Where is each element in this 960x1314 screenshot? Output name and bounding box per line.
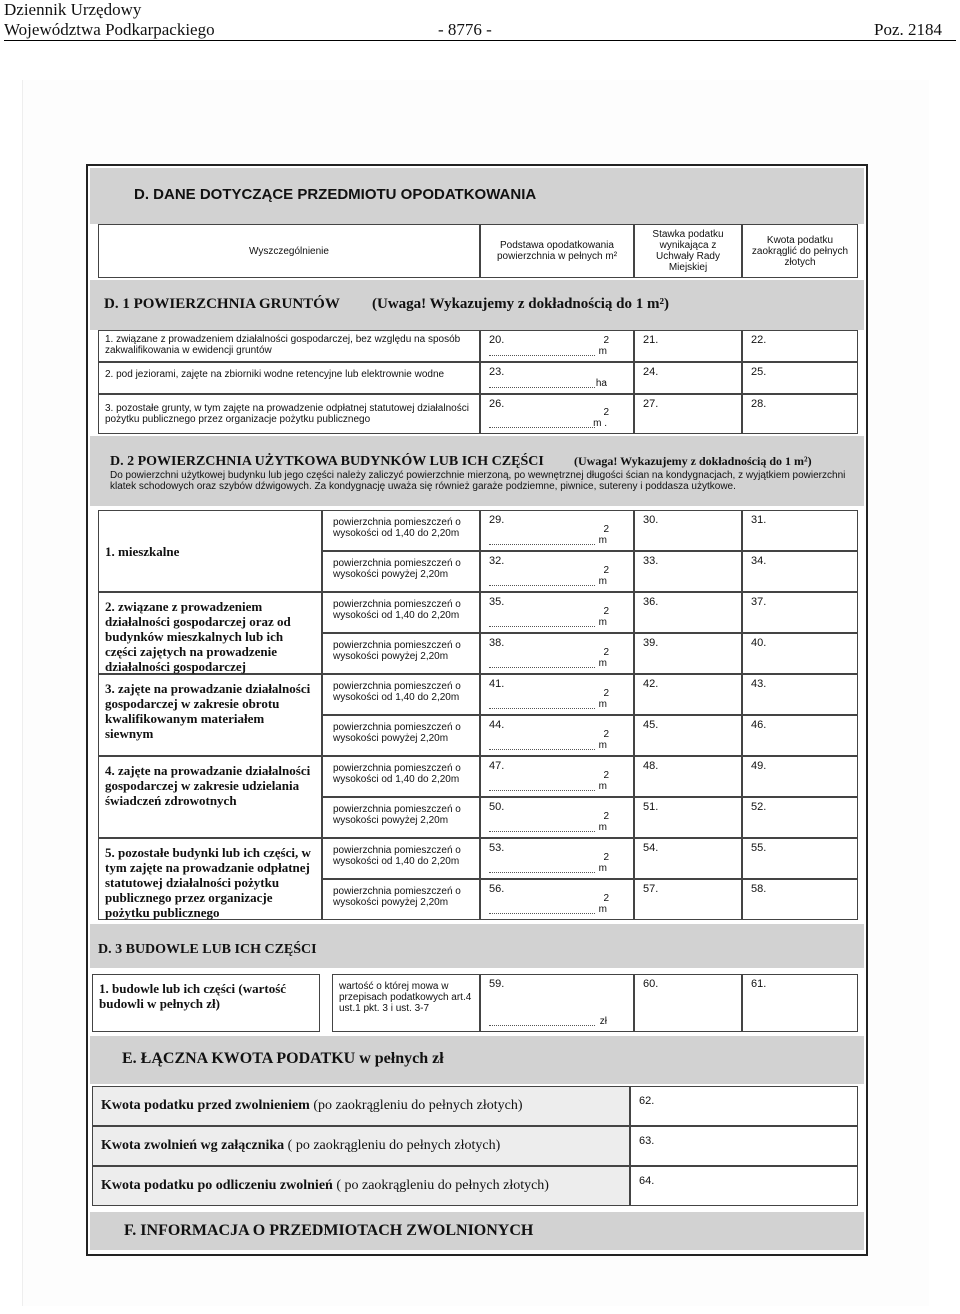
d2-sub-label-text: powierzchnia pomieszczeń o wysokości powyżej 2,20m bbox=[333, 804, 461, 826]
e-row-value-field[interactable] bbox=[630, 1126, 858, 1166]
unit-label: m bbox=[598, 822, 607, 833]
fill-line bbox=[489, 427, 595, 428]
e-row-label bbox=[92, 1166, 630, 1206]
field-number: 54. bbox=[643, 842, 659, 854]
unit-label: m bbox=[598, 740, 607, 751]
d2-group-label bbox=[98, 592, 322, 674]
d2-sub-label-text: powierzchnia pomieszczeń o wysokości powyżej 2,20m bbox=[333, 558, 461, 580]
col-header-rate bbox=[634, 224, 742, 278]
journal-title: Dziennik Urzędowy bbox=[4, 0, 142, 19]
e-row-value-field[interactable] bbox=[630, 1086, 858, 1126]
d2-rate-field[interactable] bbox=[634, 797, 742, 838]
d2-sub-low-label bbox=[322, 674, 480, 715]
d2-rate-field[interactable] bbox=[634, 715, 742, 756]
d2-sub-label-text: powierzchnia pomieszczeń o wysokości od 1,40 do 2,20m bbox=[333, 845, 461, 867]
d3-header bbox=[90, 924, 864, 968]
page-header bbox=[4, 0, 956, 41]
field-number: 38. bbox=[489, 637, 505, 649]
unit-label: m bbox=[598, 781, 607, 792]
d2-area-field[interactable] bbox=[480, 797, 634, 838]
d2-group-label bbox=[98, 756, 322, 838]
section-e-header bbox=[90, 1036, 864, 1084]
d2-area-field[interactable] bbox=[480, 674, 634, 715]
field-number: 30. bbox=[643, 514, 659, 526]
fill-line bbox=[489, 667, 595, 668]
d2-rate-field[interactable] bbox=[634, 592, 742, 633]
d3-row-label: 1. budowle lub ich części (wartość budowli w pełnych zł) bbox=[92, 974, 320, 1032]
fill-line bbox=[489, 913, 595, 914]
d2-group-label-text: 3. zajęte na prowadzanie działalności gospodarczej w zakresie obrotu kwalifikowanym materiałem siewnym bbox=[105, 681, 311, 741]
section-d-title: D. DANE DOTYCZĄCE PRZEDMIOTU OPODATKOWANIA bbox=[134, 186, 537, 203]
unit-exponent: 2 bbox=[603, 688, 609, 699]
col-header-description-text: Wyszczególnienie bbox=[249, 245, 329, 257]
unit-label: zł bbox=[599, 1016, 607, 1027]
fill-line bbox=[489, 544, 595, 545]
col-header-rate-text: Stawka podatku wynikająca z Uchwały Rady Miejskiej bbox=[652, 229, 724, 273]
section-e-title: E. ŁĄCZNA KWOTA PODATKU w pełnych zł bbox=[122, 1050, 444, 1067]
d1-row-2-base[interactable] bbox=[480, 362, 634, 394]
d2-sub-high-label bbox=[322, 633, 480, 674]
d2-area-field[interactable] bbox=[480, 510, 634, 551]
unit-exponent: 2 bbox=[603, 770, 609, 781]
d3-amount-field[interactable] bbox=[742, 974, 858, 1032]
position-number: Poz. 2184 bbox=[874, 20, 942, 39]
d2-sub-label-text: powierzchnia pomieszczeń o wysokości od 1,40 do 2,20m bbox=[333, 599, 461, 621]
d1-row-2-amount[interactable] bbox=[742, 362, 858, 394]
fill-line bbox=[489, 749, 595, 750]
d3-title: D. 3 BUDOWLE LUB ICH CZĘŚCI bbox=[98, 942, 317, 957]
d2-rate-field[interactable] bbox=[634, 674, 742, 715]
fill-line bbox=[489, 790, 595, 791]
d2-area-field[interactable] bbox=[480, 592, 634, 633]
field-number: 20. bbox=[489, 334, 505, 346]
d1-title: D. 1 POWIERZCHNIA GRUNTÓW bbox=[104, 296, 340, 312]
d3-value-field[interactable] bbox=[480, 974, 634, 1032]
unit-label: m . bbox=[593, 418, 607, 429]
field-number: 55. bbox=[751, 842, 767, 854]
d1-header bbox=[90, 280, 864, 330]
field-number: 33. bbox=[643, 555, 659, 567]
unit-exponent: 2 bbox=[603, 811, 609, 822]
d2-amount-field[interactable] bbox=[742, 674, 858, 715]
unit-exponent: 2 bbox=[603, 893, 609, 904]
d2-area-field[interactable] bbox=[480, 715, 634, 756]
field-number: 37. bbox=[751, 596, 767, 608]
fill-line bbox=[489, 626, 595, 627]
d2-amount-field[interactable] bbox=[742, 510, 858, 551]
unit-exponent: 2 bbox=[603, 407, 609, 418]
field-number: 51. bbox=[643, 801, 659, 813]
d2-group-label bbox=[98, 838, 322, 920]
e-row-label-bold: Kwota podatku po odliczeniu zwolnień bbox=[101, 1178, 333, 1193]
field-number: 41. bbox=[489, 678, 505, 690]
d2-rate-field[interactable] bbox=[634, 879, 742, 920]
d2-area-field[interactable] bbox=[480, 551, 634, 592]
field-number: 34. bbox=[751, 555, 767, 567]
d2-group-label bbox=[98, 674, 322, 756]
field-number: 46. bbox=[751, 719, 767, 731]
d1-row-2-rate[interactable] bbox=[634, 362, 742, 394]
d2-group-label-text: 5. pozostałe budynki lub ich części, w tym zajęte na prowadzanie odpłatnej statutowej działalności pożytku publicznego przez organizacje pożytku publicznego bbox=[105, 845, 311, 920]
d2-sub-low-label bbox=[322, 510, 480, 551]
field-number: 36. bbox=[643, 596, 659, 608]
d2-group-label-text: 1. mieszkalne bbox=[105, 543, 180, 559]
d3-row-sublabel: wartość o której mowa w przepisach podatkowych art.4 ust.1 pkt. 3 i ust. 3-7 bbox=[332, 974, 480, 1032]
col-header-description bbox=[98, 224, 480, 278]
field-number: 26. bbox=[489, 398, 505, 410]
field-number: 39. bbox=[643, 637, 659, 649]
d2-group-label-text: 2. związane z prowadzeniem działalności gospodarczej oraz od budynków mieszkalnych lub ich części zajętych na prowadzenie działalności gospodarczej bbox=[105, 599, 291, 674]
d2-amount-field[interactable] bbox=[742, 838, 858, 879]
field-number: 25. bbox=[751, 366, 767, 378]
unit-exponent: 2 bbox=[603, 524, 609, 535]
d2-amount-field[interactable] bbox=[742, 756, 858, 797]
fill-line bbox=[489, 387, 595, 388]
d1-note: (Uwaga! Wykazujemy z dokładnością do 1 m²) bbox=[372, 296, 670, 312]
field-number: 31. bbox=[751, 514, 767, 526]
d2-sub-high-label bbox=[322, 551, 480, 592]
section-f-title: F. INFORMACJA O PRZEDMIOTACH ZWOLNIONYCH bbox=[124, 1222, 534, 1239]
field-number: 59. bbox=[489, 978, 505, 990]
d1-row-3-base[interactable] bbox=[480, 394, 634, 434]
d1-row-2-label: 2. pod jeziorami, zajęte na zbiorniki wodne retencyjne lub elektrownie wodne bbox=[98, 362, 480, 394]
field-number: 27. bbox=[643, 398, 659, 410]
field-number: 43. bbox=[751, 678, 767, 690]
page-number: - 8776 - bbox=[438, 20, 492, 39]
field-number: 58. bbox=[751, 883, 767, 895]
unit-label: m bbox=[598, 617, 607, 628]
d2-rate-field[interactable] bbox=[634, 838, 742, 879]
e-row-label bbox=[92, 1126, 630, 1166]
field-number: 53. bbox=[489, 842, 505, 854]
e-row-label bbox=[92, 1086, 630, 1126]
field-number: 52. bbox=[751, 801, 767, 813]
d1-row-3-rate[interactable] bbox=[634, 394, 742, 434]
d2-title: D. 2 POWIERZCHNIA UŻYTKOWA BUDYNKÓW LUB ICH CZĘŚCI bbox=[110, 454, 544, 469]
field-number: 64. bbox=[639, 1175, 655, 1187]
field-number: 22. bbox=[751, 334, 767, 346]
unit-label: ha bbox=[595, 378, 607, 389]
d2-area-field[interactable] bbox=[480, 879, 634, 920]
e-row-value-field[interactable] bbox=[630, 1166, 858, 1206]
unit-exponent: 2 bbox=[603, 729, 609, 740]
d2-sub-label-text: powierzchnia pomieszczeń o wysokości powyżej 2,20m bbox=[333, 640, 461, 662]
fill-line bbox=[489, 1025, 595, 1026]
d2-sub-label-text: powierzchnia pomieszczeń o wysokości powyżej 2,20m bbox=[333, 722, 461, 744]
d2-amount-field[interactable] bbox=[742, 879, 858, 920]
e-row-label-bold: Kwota zwolnień wg załącznika bbox=[101, 1138, 285, 1153]
field-number: 57. bbox=[643, 883, 659, 895]
d2-area-field[interactable] bbox=[480, 838, 634, 879]
d2-sub-low-label bbox=[322, 838, 480, 879]
field-number: 28. bbox=[751, 398, 767, 410]
d2-amount-field[interactable] bbox=[742, 797, 858, 838]
d2-amount-field[interactable] bbox=[742, 592, 858, 633]
d2-rate-field[interactable] bbox=[634, 510, 742, 551]
col-header-base bbox=[480, 224, 634, 278]
d2-sub-low-label bbox=[322, 756, 480, 797]
d2-rate-field[interactable] bbox=[634, 551, 742, 592]
unit-label: m bbox=[598, 699, 607, 710]
d2-description: Do powierzchni użytkowej budynku lub jego części należy zaliczyć powierzchnie mierzoną, po wewnętrznej długości ścian na kondygnacjach, z wyjątkiem powierzchni klatek schodowych oraz szybów dźwigowych. Za kondygnację uważa się również garaże podziemne, piwnice, sutereny i poddasza użytkowe. bbox=[110, 470, 846, 492]
fill-line bbox=[489, 831, 595, 832]
e-row-label-rest: (po zaokrągleniu do pełnych złotych) bbox=[309, 1098, 523, 1113]
field-number: 49. bbox=[751, 760, 767, 772]
d1-row-3-label: 3. pozostałe grunty, w tym zajęte na prowadzenie odpłatnej statutowej działalności pożytku publicznego przez organizacje pożytku publicznego bbox=[98, 394, 480, 434]
field-number: 61. bbox=[751, 978, 767, 990]
unit-exponent: 2 bbox=[603, 565, 609, 576]
e-row-label-bold: Kwota podatku przed zwolnieniem bbox=[101, 1098, 310, 1113]
field-number: 45. bbox=[643, 719, 659, 731]
section-d-header bbox=[90, 168, 864, 224]
unit-label: m bbox=[598, 535, 607, 546]
e-row-label-rest: ( po zaokrągleniu do pełnych złotych) bbox=[332, 1178, 549, 1193]
field-number: 21. bbox=[643, 334, 659, 346]
d2-area-field[interactable] bbox=[480, 756, 634, 797]
journal-region: Województwa Podkarpackiego bbox=[4, 20, 215, 39]
field-number: 63. bbox=[639, 1135, 655, 1147]
field-number: 62. bbox=[639, 1095, 655, 1107]
field-number: 42. bbox=[643, 678, 659, 690]
col-header-amount-text: Kwota podatku zaokrąglić do pełnych złotych bbox=[751, 234, 849, 268]
field-number: 47. bbox=[489, 760, 505, 772]
unit-exponent: 2 bbox=[603, 335, 609, 346]
d2-rate-field[interactable] bbox=[634, 756, 742, 797]
field-number: 24. bbox=[643, 366, 659, 378]
d3-rate-field[interactable] bbox=[634, 974, 742, 1032]
field-number: 48. bbox=[643, 760, 659, 772]
section-f-header bbox=[90, 1212, 864, 1250]
e-row-label-rest: ( po zaokrągleniu do pełnych złotych) bbox=[284, 1138, 501, 1153]
d1-row-1-amount[interactable] bbox=[742, 330, 858, 362]
d1-row-1-rate[interactable] bbox=[634, 330, 742, 362]
fill-line bbox=[489, 355, 595, 356]
unit-exponent: 2 bbox=[603, 647, 609, 658]
unit-exponent: 2 bbox=[603, 606, 609, 617]
col-header-amount bbox=[742, 224, 858, 278]
field-number: 32. bbox=[489, 555, 505, 567]
unit-label: m bbox=[598, 576, 607, 587]
unit-label: m bbox=[598, 658, 607, 669]
unit-label: m bbox=[598, 346, 607, 357]
field-number: 56. bbox=[489, 883, 505, 895]
unit-label: m bbox=[598, 863, 607, 874]
d2-amount-field[interactable] bbox=[742, 715, 858, 756]
field-number: 60. bbox=[643, 978, 659, 990]
d2-sub-label-text: powierzchnia pomieszczeń o wysokości od 1,40 do 2,20m bbox=[333, 763, 461, 785]
field-number: 44. bbox=[489, 719, 505, 731]
d2-sub-low-label bbox=[322, 592, 480, 633]
d2-amount-field[interactable] bbox=[742, 633, 858, 674]
d2-sub-high-label bbox=[322, 797, 480, 838]
field-number: 29. bbox=[489, 514, 505, 526]
d1-row-3-amount[interactable] bbox=[742, 394, 858, 434]
tax-form bbox=[86, 164, 868, 1256]
col-header-base-text: Podstawa opodatkowania powierzchnia w pełnych m² bbox=[496, 240, 618, 262]
d2-header bbox=[90, 436, 864, 506]
d2-sub-label-text: powierzchnia pomieszczeń o wysokości od 1,40 do 2,20m bbox=[333, 681, 461, 703]
d2-rate-field[interactable] bbox=[634, 633, 742, 674]
unit-label: m bbox=[598, 904, 607, 915]
fill-line bbox=[489, 585, 595, 586]
unit-exponent: 2 bbox=[603, 852, 609, 863]
d2-sub-label-text: powierzchnia pomieszczeń o wysokości od 1,40 do 2,20m bbox=[333, 517, 461, 539]
d1-row-1-label: 1. związane z prowadzeniem działalności gospodarczej, bez względu na sposób zakwalifikowania w ewidencji gruntów bbox=[98, 330, 480, 362]
d2-group-label-text: 4. zajęte na prowadzanie działalności gospodarczej w zakresie udzielania świadczeń zdrowotnych bbox=[105, 763, 311, 808]
fill-line bbox=[489, 708, 595, 709]
d2-amount-field[interactable] bbox=[742, 551, 858, 592]
field-number: 23. bbox=[489, 366, 505, 378]
field-number: 35. bbox=[489, 596, 505, 608]
d2-area-field[interactable] bbox=[480, 633, 634, 674]
d1-row-1-base[interactable] bbox=[480, 330, 634, 362]
d2-sub-label-text: powierzchnia pomieszczeń o wysokości powyżej 2,20m bbox=[333, 886, 461, 908]
fill-line bbox=[489, 872, 595, 873]
d2-sub-high-label bbox=[322, 715, 480, 756]
field-number: 40. bbox=[751, 637, 767, 649]
d2-sub-high-label bbox=[322, 879, 480, 920]
d2-note: (Uwaga! Wykazujemy z dokładnością do 1 m²) bbox=[574, 454, 812, 468]
field-number: 50. bbox=[489, 801, 505, 813]
d2-group-label bbox=[98, 510, 322, 592]
